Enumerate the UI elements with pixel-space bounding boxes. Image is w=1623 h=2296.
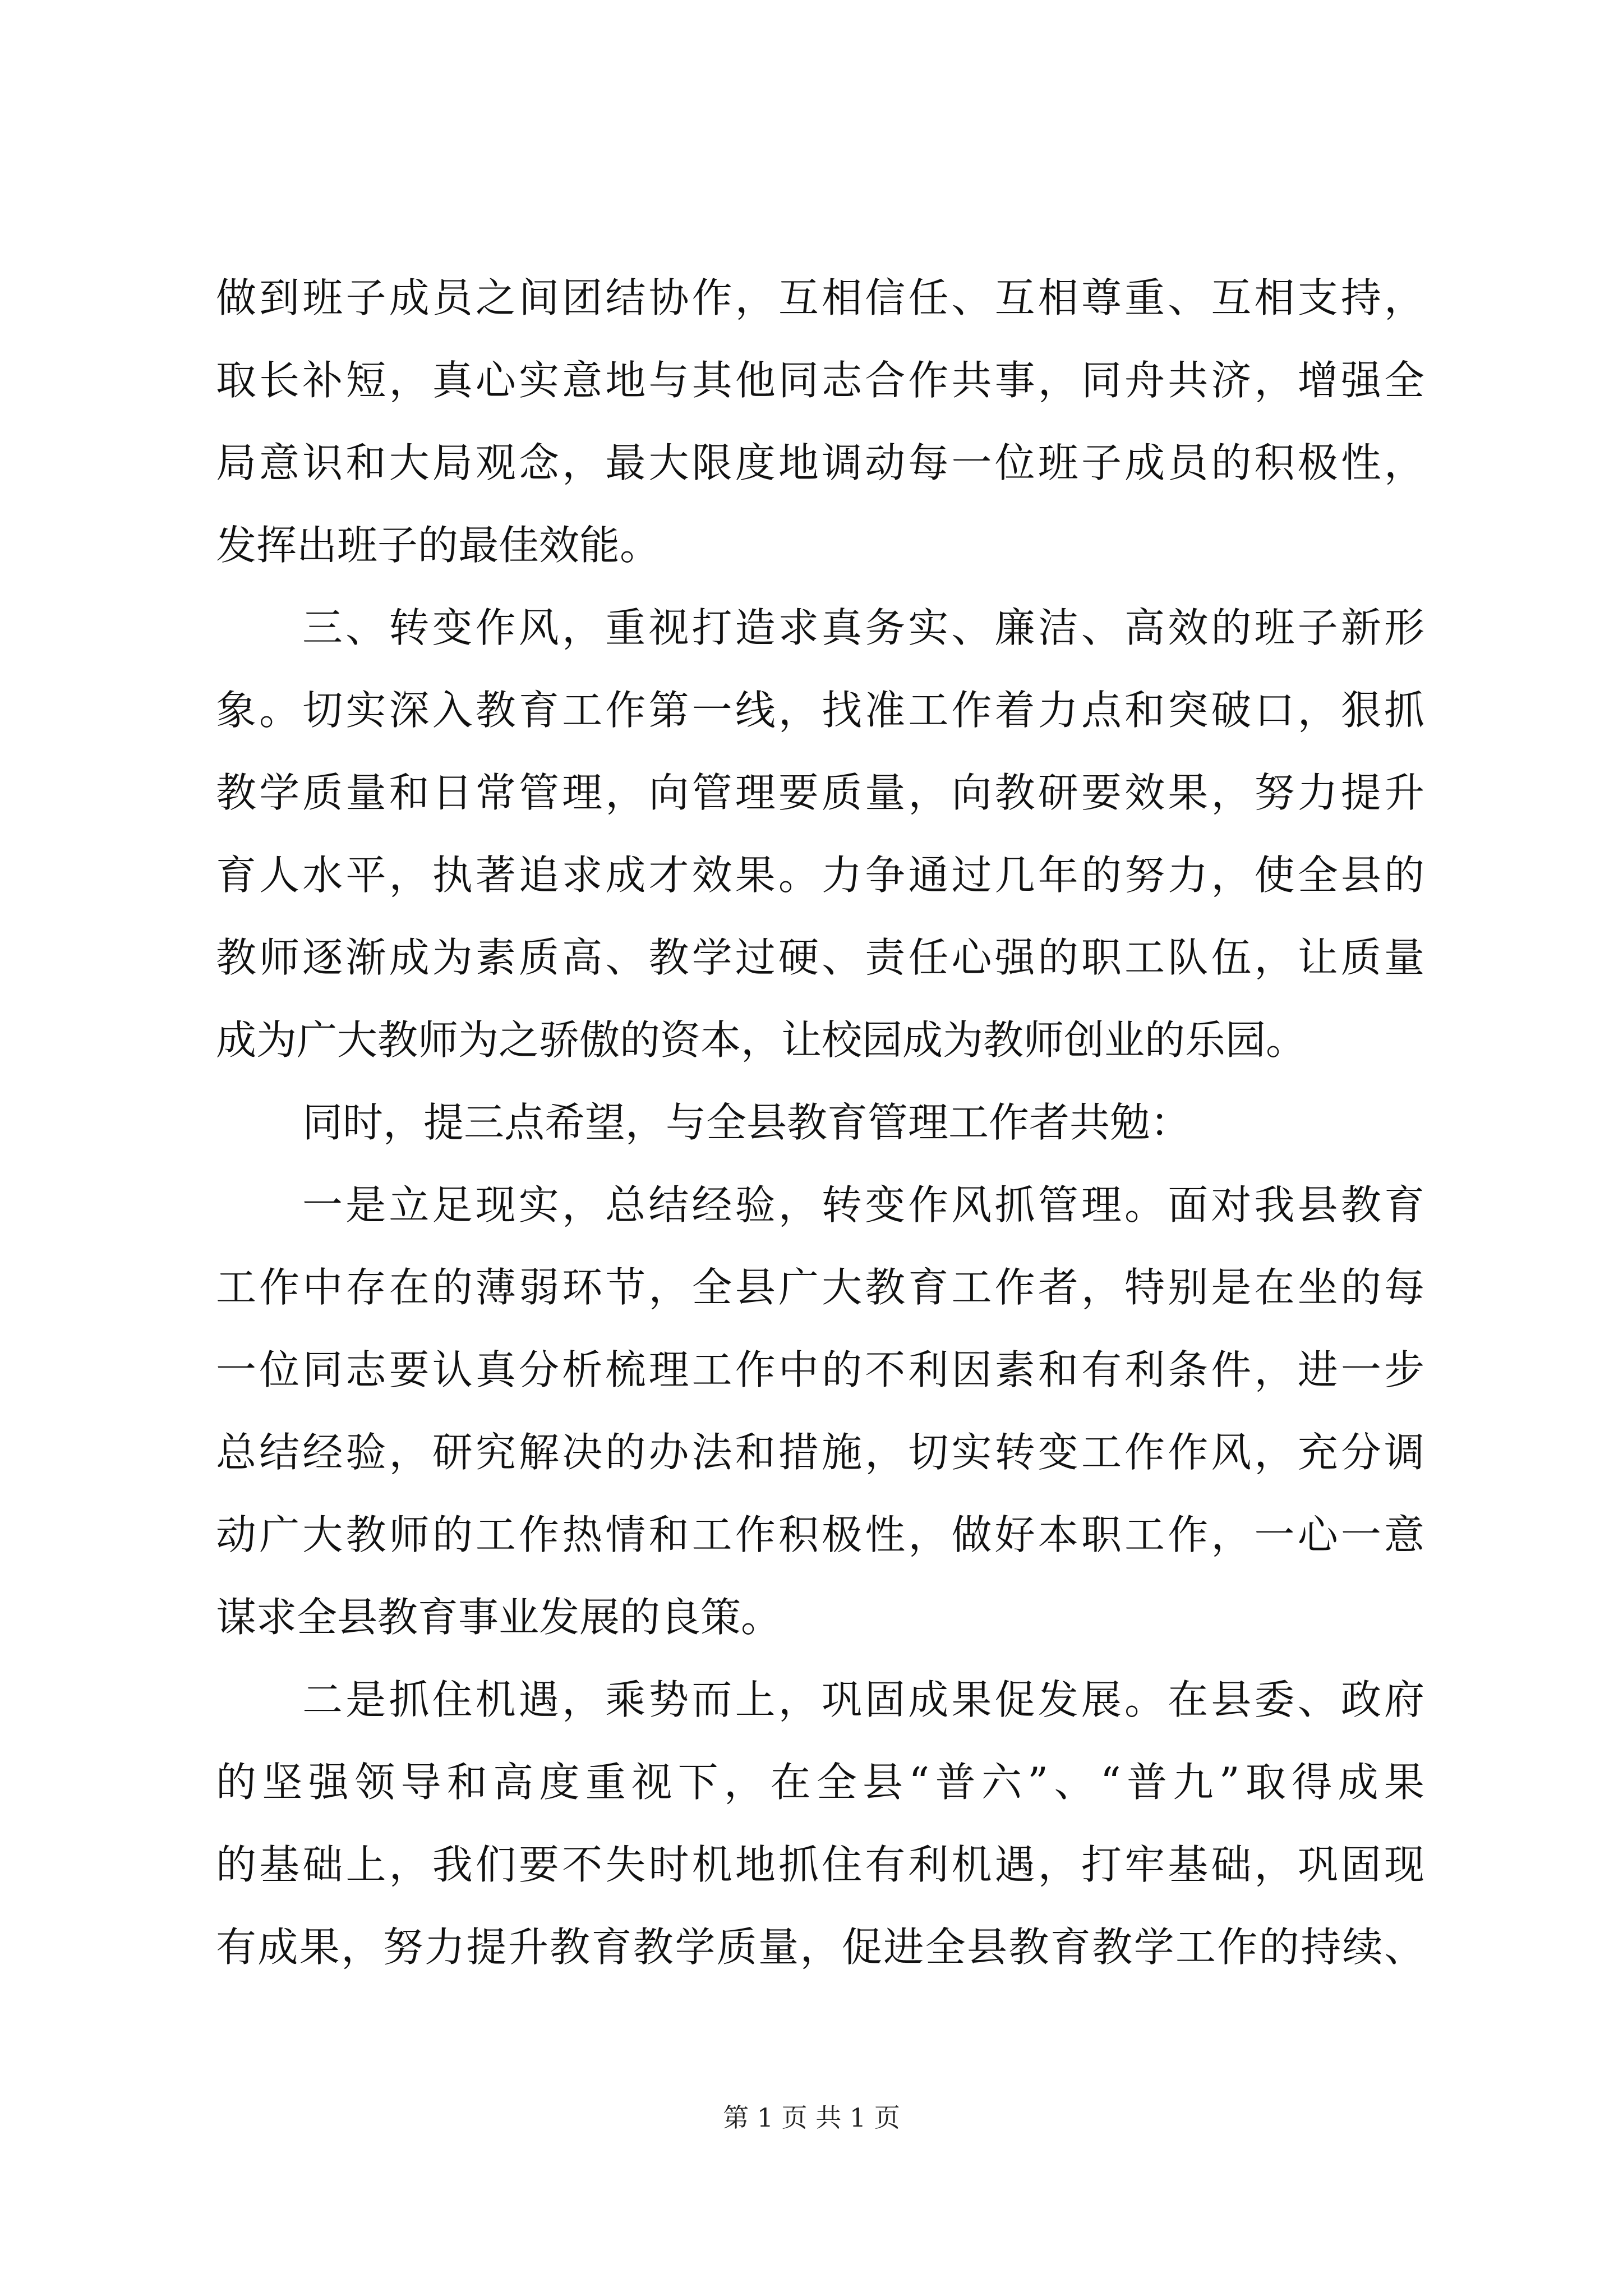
text-line: 的坚强领导和高度重视下，在全县“普六”、“普九”取得成果 (216, 1759, 1424, 1806)
text-line: 有成果，努力提升教育教学质量，促进全县教育教学工作的持续、 (216, 1924, 1424, 1971)
text-line: 局意识和大局观念，最大限度地调动每一位班子成员的积极性， (216, 439, 1424, 486)
text-line: 教学质量和日常管理，向管理要质量，向教研要效果，努力提升 (216, 769, 1424, 816)
paragraph-start-line: 同时，提三点希望，与全县教育管理工作者共勉： (302, 1099, 1191, 1146)
text-line: 教师逐渐成为素质高、教学过硬、责任心强的职工队伍，让质量 (216, 934, 1424, 981)
text-line: 育人水平，执著追求成才效果。力争通过几年的努力，使全县的 (216, 852, 1424, 899)
text-line: 成为广大教师为之骄傲的资本，让校园成为教师创业的乐园。 (216, 1016, 1307, 1064)
page-number-footer: 第 1 页 共 1 页 (723, 2102, 900, 2133)
paragraph-start-line: 三、转变作风，重视打造求真务实、廉洁、高效的班子新形 (302, 604, 1424, 651)
text-line: 一位同志要认真分析梳理工作中的不利因素和有利条件，进一步 (216, 1346, 1424, 1393)
text-line: 发挥出班子的最佳效能。 (216, 522, 661, 569)
text-line: 做到班子成员之间团结协作，互相信任、互相尊重、互相支持， (216, 274, 1424, 321)
text-line: 取长补短，真心实意地与其他同志合作共事，同舟共济，增强全 (216, 357, 1424, 404)
document-body (216, 257, 1424, 1989)
text-line: 总结经验，研究解决的办法和措施，切实转变工作作风，充分调 (216, 1429, 1424, 1476)
text-line: 动广大教师的工作热情和工作积极性，做好本职工作，一心一意 (216, 1511, 1424, 1558)
text-line: 工作中存在的薄弱环节，全县广大教育工作者，特别是在坐的每 (216, 1264, 1424, 1311)
paragraph-start-line: 二是抓住机遇，乘势而上，巩固成果促发展。在县委、政府 (302, 1676, 1424, 1723)
paragraph-start-line: 一是立足现实，总结经验，转变作风抓管理。面对我县教育 (302, 1181, 1424, 1228)
text-line: 的基础上，我们要不失时机地抓住有利机遇，打牢基础，巩固现 (216, 1841, 1424, 1888)
text-line: 象。切实深入教育工作第一线，找准工作着力点和突破口，狠抓 (216, 687, 1424, 734)
text-line: 谋求全县教育事业发展的良策。 (216, 1594, 782, 1641)
